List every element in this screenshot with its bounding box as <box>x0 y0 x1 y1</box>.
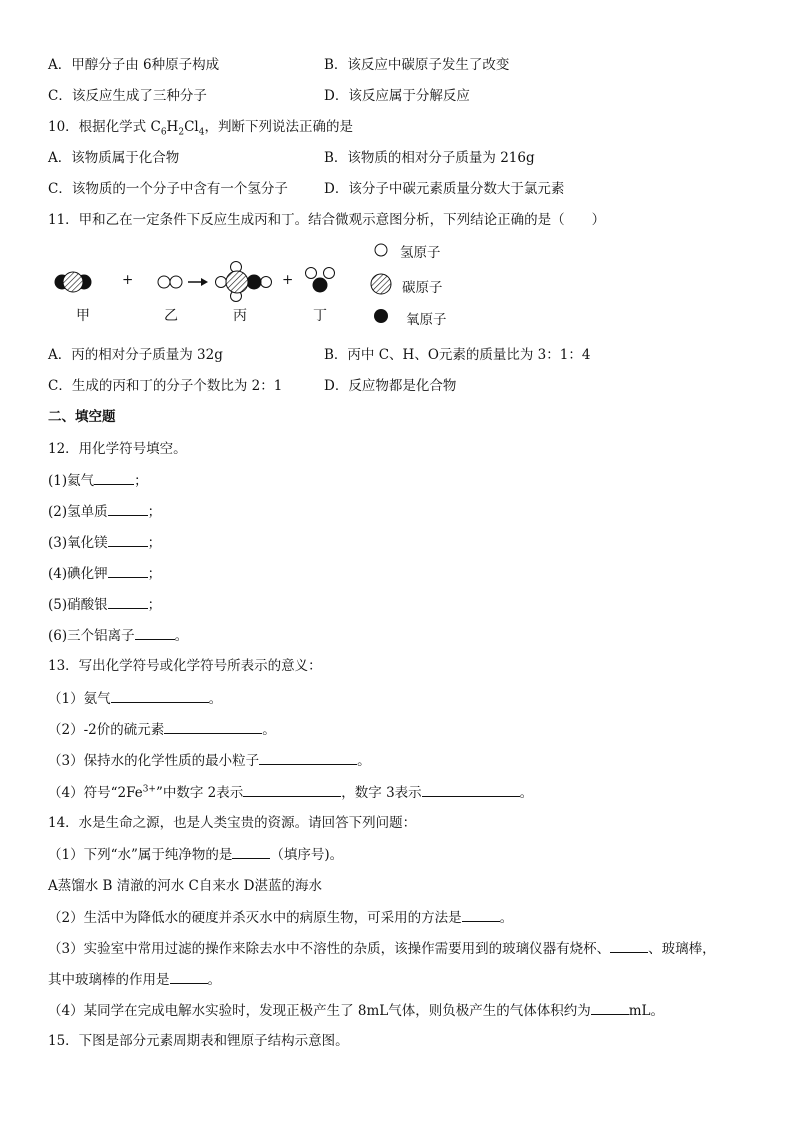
molecule-yi <box>158 276 182 288</box>
q12-item-5: (5)硝酸银 ； <box>48 597 162 613</box>
q12-item-6: (6)三个铝离子 。 <box>48 628 189 644</box>
legend-oxygen-icon <box>374 309 388 323</box>
q10-stem: 10．根据化学式 $C_6H_2Cl_4$，判断下列说法正确的是 <box>48 119 353 138</box>
q13-line-1: （1）氨气 。 <box>48 691 223 707</box>
q12-item-4: (4)碘化钾 ； <box>48 566 162 582</box>
q13-line-4: （4）符号“$2Fe^{3+}$”中数字 2表示 ，数字 3表示 。 <box>48 784 534 801</box>
q11-option-d: D．反应物都是化合物 <box>324 378 457 394</box>
legend-hydrogen-icon <box>375 244 387 256</box>
q9-option-d: D．该反应属于分解反应 <box>324 88 470 104</box>
q12-item-1: (1)氦气 ； <box>48 473 148 489</box>
q14-line-3: （3）实验室中常用过滤的操作来除去水中不溶性的杂质，该操作需要用到的玻璃仪器有烧杯、 、玻璃棒， <box>48 941 716 957</box>
q14-line-3-cont: 其中玻璃棒的作用是 。 <box>48 972 221 988</box>
q11-option-a: A．丙的相对分子质量为 32g <box>48 347 223 363</box>
q11-option-b: B．丙中 C、H、O元素的质量比为 3：1：4 <box>324 347 591 363</box>
caption-ding: 丁 <box>313 308 327 324</box>
reaction-diagram <box>40 238 400 330</box>
caption-bing: 丙 <box>233 308 247 324</box>
q12-item-3: (3)氧化镁 ； <box>48 535 162 551</box>
q14-line-4: （4）某同学在完成电解水实验时，发现正极产生了 8mL气体，则负极产生的气体体积约为 mL。 <box>48 1003 665 1019</box>
section-title: 二、填空题 <box>48 409 116 425</box>
q12-item-2: (2)氢单质 ； <box>48 504 162 520</box>
caption-jia: 甲 <box>76 308 90 324</box>
q10-option-c: C．该物质的一个分子中含有一个氢分子 <box>48 181 288 197</box>
molecule-jia <box>55 272 92 292</box>
q14-line-2: （2）生活中为降低水的硬度并杀灭水中的病原生物，可采用的方法是 。 <box>48 910 514 926</box>
q12-stem: 12．用化学符号填空。 <box>48 441 187 457</box>
q14-stem: 14．水是生命之源，也是人类宝贵的资源。请回答下列问题： <box>48 815 417 831</box>
reaction-arrow <box>188 278 208 286</box>
plus-sign-2: + <box>282 272 294 288</box>
molecule-bing <box>216 262 272 302</box>
legend-carbon-icon <box>371 274 391 294</box>
q14-options: A蒸馏水 B 清澈的河水 C自来水 D湛蓝的海水 <box>48 878 322 894</box>
q11-option-c: C．生成的丙和丁的分子个数比为 2：1 <box>48 378 283 394</box>
q13-line-2: （2）-2价的硫元素 。 <box>48 722 276 738</box>
q10-option-a: A．该物质属于化合物 <box>48 150 180 166</box>
q9-option-a: A．甲醇分子由 6种原子构成 <box>48 57 220 73</box>
q15-stem: 15．下图是部分元素周期表和锂原子结构示意图。 <box>48 1033 349 1049</box>
legend-carbon-label: 碳原子 <box>402 280 443 296</box>
q11-stem: 11．甲和乙在一定条件下反应生成丙和丁。结合微观示意图分析，下列结论正确的是（ ） <box>48 212 606 228</box>
q10-option-b: B．该物质的相对分子质量为 216g <box>324 150 535 166</box>
q13-line-3: （3）保持水的化学性质的最小粒子 。 <box>48 753 371 769</box>
q13-stem: 13．写出化学符号或化学符号所表示的意义： <box>48 658 322 674</box>
plus-sign-1: + <box>122 272 134 288</box>
q10-option-d: D．该分子中碳元素质量分数大于氯元素 <box>324 181 565 197</box>
q9-option-c: C．该反应生成了三种分子 <box>48 88 207 104</box>
q9-option-b: B．该反应中碳原子发生了改变 <box>324 57 510 73</box>
molecule-ding <box>306 268 335 293</box>
caption-yi: 乙 <box>164 308 178 324</box>
legend-hydrogen-label: 氢原子 <box>400 245 441 261</box>
legend-oxygen-label: 氧原子 <box>406 312 447 328</box>
q14-line-1: （1）下列“水”属于纯净物的是 （填序号)。 <box>48 847 344 863</box>
